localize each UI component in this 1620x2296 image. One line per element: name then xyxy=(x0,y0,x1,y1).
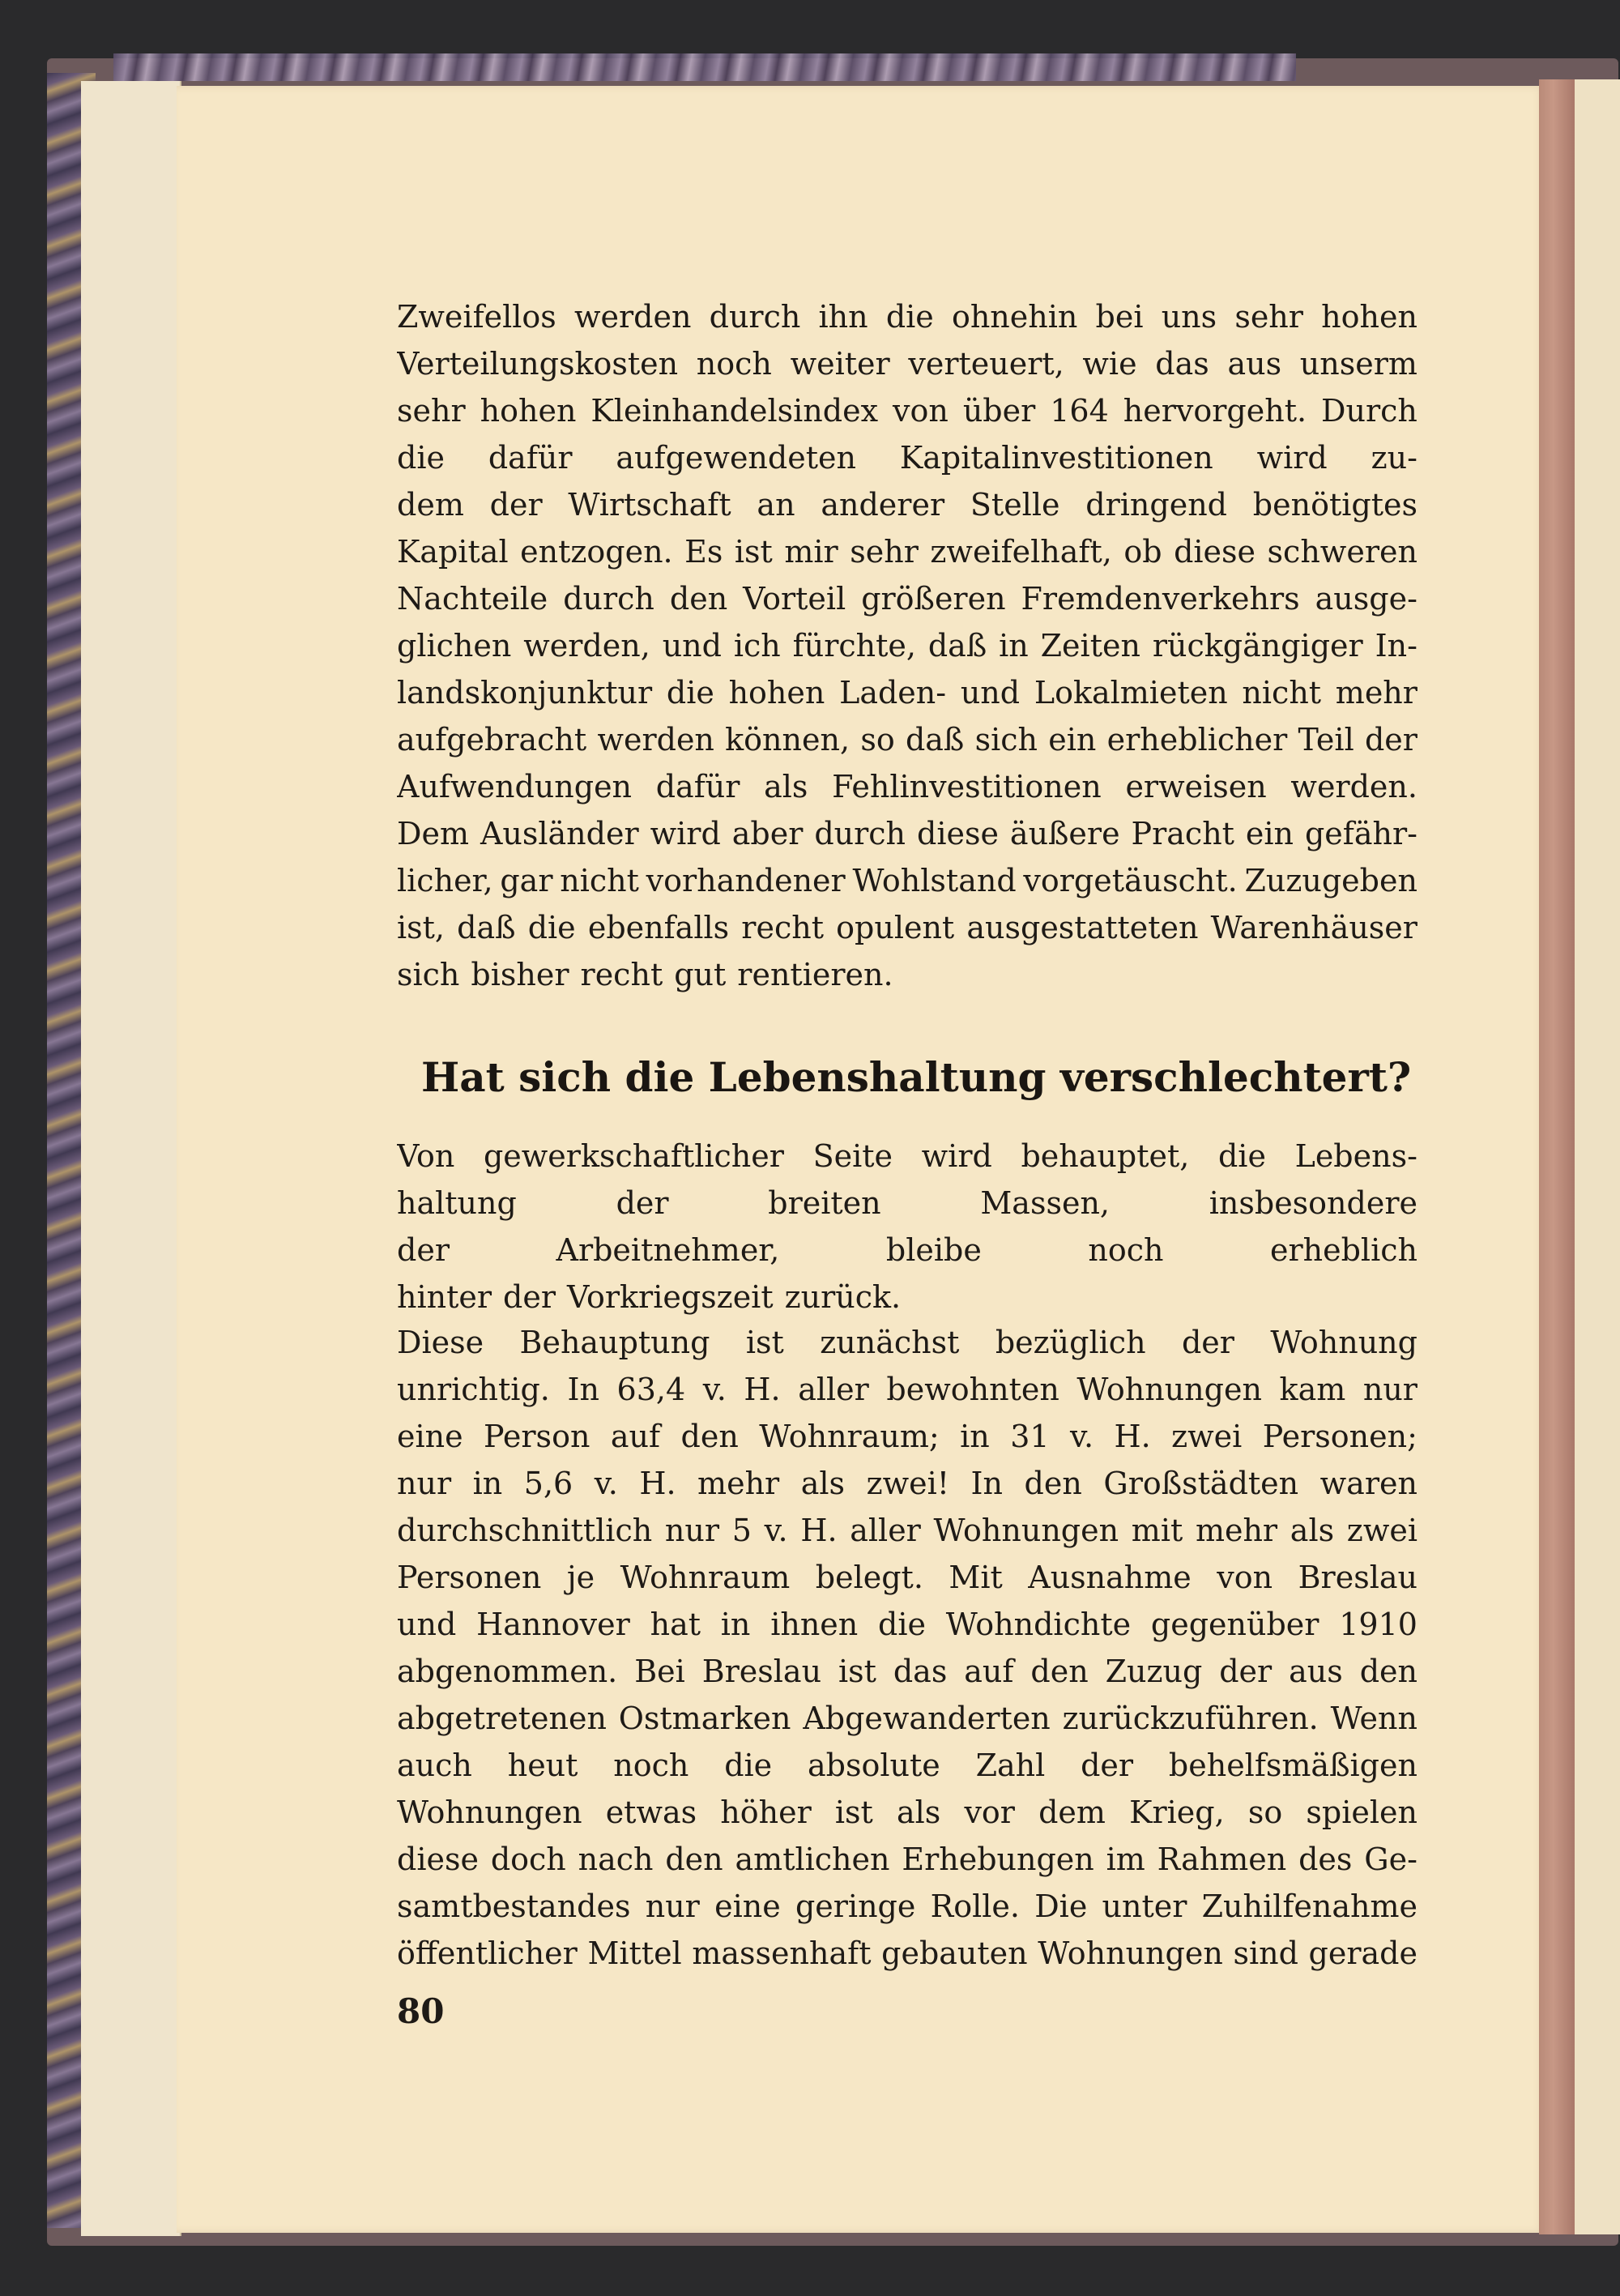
text-line: Verteilungskosten noch weiter verteuert, wie das aus unserm xyxy=(397,346,1418,382)
text-line: Von gewerkschaftlicher Seite wird behauptet, die Lebens- xyxy=(397,1138,1418,1174)
text-line: glichen werden, und ich fürchte, daß in Zeiten rückgängiger In- xyxy=(397,628,1418,664)
text-line: licher, gar nicht vorhandener Wohlstand vorgetäuscht. Zuzugeben xyxy=(397,863,1418,898)
page-edge xyxy=(138,81,162,2236)
text-line: öffentlicher Mittel massenhaft gebauten Wohnungen sind gerade xyxy=(397,1935,1418,1971)
text-line: Zweifellos werden durch ihn die ohnehin bei uns sehr hohen xyxy=(397,299,1418,335)
text-line: samtbestandes nur eine geringe Rolle. Die unter Zuhilfenahme xyxy=(397,1888,1418,1924)
text-line: Wohnungen etwas höher ist als vor dem Krieg, so spielen xyxy=(397,1795,1418,1830)
text-line: ist, daß die ebenfalls recht opulent ausgestatteten Warenhäuser xyxy=(397,910,1418,945)
text-line: eine Person auf den Wohnraum; in 31 v. H. zwei Personen; xyxy=(397,1419,1418,1454)
text-line: Nachteile durch den Vorteil größeren Fremdenverkehrs ausge- xyxy=(397,581,1418,617)
page-number: 80 xyxy=(397,1991,445,2031)
text-line: abgetretenen Ostmarken Abgewanderten zurückzuführen. Wenn xyxy=(397,1701,1418,1736)
text-line: landskonjunktur die hohen Laden- und Lokalmieten nicht mehr xyxy=(397,675,1418,711)
text-line: und Hannover hat in ihnen die Wohndichte gegenüber 1910 xyxy=(397,1607,1418,1642)
marbled-edge-top xyxy=(113,53,1296,81)
text-line: Kapital entzogen. Es ist mir sehr zweifelhaft, ob diese schweren xyxy=(397,534,1418,570)
text-line: dem der Wirtschaft an anderer Stelle dringend benötigtes xyxy=(397,487,1418,523)
text-line: Dem Ausländer wird aber durch diese äußere Pracht ein gefähr- xyxy=(397,816,1418,851)
facing-page-edge xyxy=(1575,79,1620,2234)
text-line: sich bisher recht gut rentieren. xyxy=(397,957,893,992)
text-line: Diese Behauptung ist zunächst bezüglich der Wohnung xyxy=(397,1325,1418,1360)
paragraph-1 xyxy=(397,293,1418,998)
text-line: der Arbeitnehmer, bleibe noch erheblich xyxy=(397,1232,1418,1268)
paragraph-3 xyxy=(397,1319,1418,1977)
page-gutter xyxy=(1539,79,1575,2234)
text-line: Aufwendungen dafür als Fehlinvestitionen erweisen werden. xyxy=(397,769,1418,804)
paragraph-2 xyxy=(397,1133,1418,1321)
page-edge xyxy=(113,81,139,2236)
text-line: hinter der Vorkriegszeit zurück. xyxy=(397,1279,902,1315)
text-line: die dafür aufgewendeten Kapitalinvestitionen wird zu- xyxy=(397,440,1418,476)
page-edge xyxy=(81,81,115,2236)
text-line: diese doch nach den amtlichen Erhebungen im Rahmen des Ge- xyxy=(397,1841,1418,1877)
text-line: haltung der breiten Massen, insbesondere xyxy=(397,1185,1418,1221)
text-line: unrichtig. In 63,4 v. H. aller bewohnten Wohnungen kam nur xyxy=(397,1372,1418,1407)
text-line: abgenommen. Bei Breslau ist das auf den Zuzug der aus den xyxy=(397,1654,1418,1689)
text-line: nur in 5,6 v. H. mehr als zwei! In den Großstädten waren xyxy=(397,1466,1418,1501)
text-line: aufgebracht werden können, so daß sich ein erheblicher Teil der xyxy=(397,722,1418,758)
text-line: auch heut noch die absolute Zahl der behelfsmäßigen xyxy=(397,1748,1418,1783)
text-line: sehr hohen Kleinhandelsindex von über 164 hervorgeht. Durch xyxy=(397,393,1418,429)
text-line: durchschnittlich nur 5 v. H. aller Wohnungen mit mehr als zwei xyxy=(397,1513,1418,1548)
text-line: Personen je Wohnraum belegt. Mit Ausnahme von Breslau xyxy=(397,1560,1418,1595)
section-heading: Hat sich die Lebenshaltung verschlechtert? xyxy=(421,1053,1412,1101)
